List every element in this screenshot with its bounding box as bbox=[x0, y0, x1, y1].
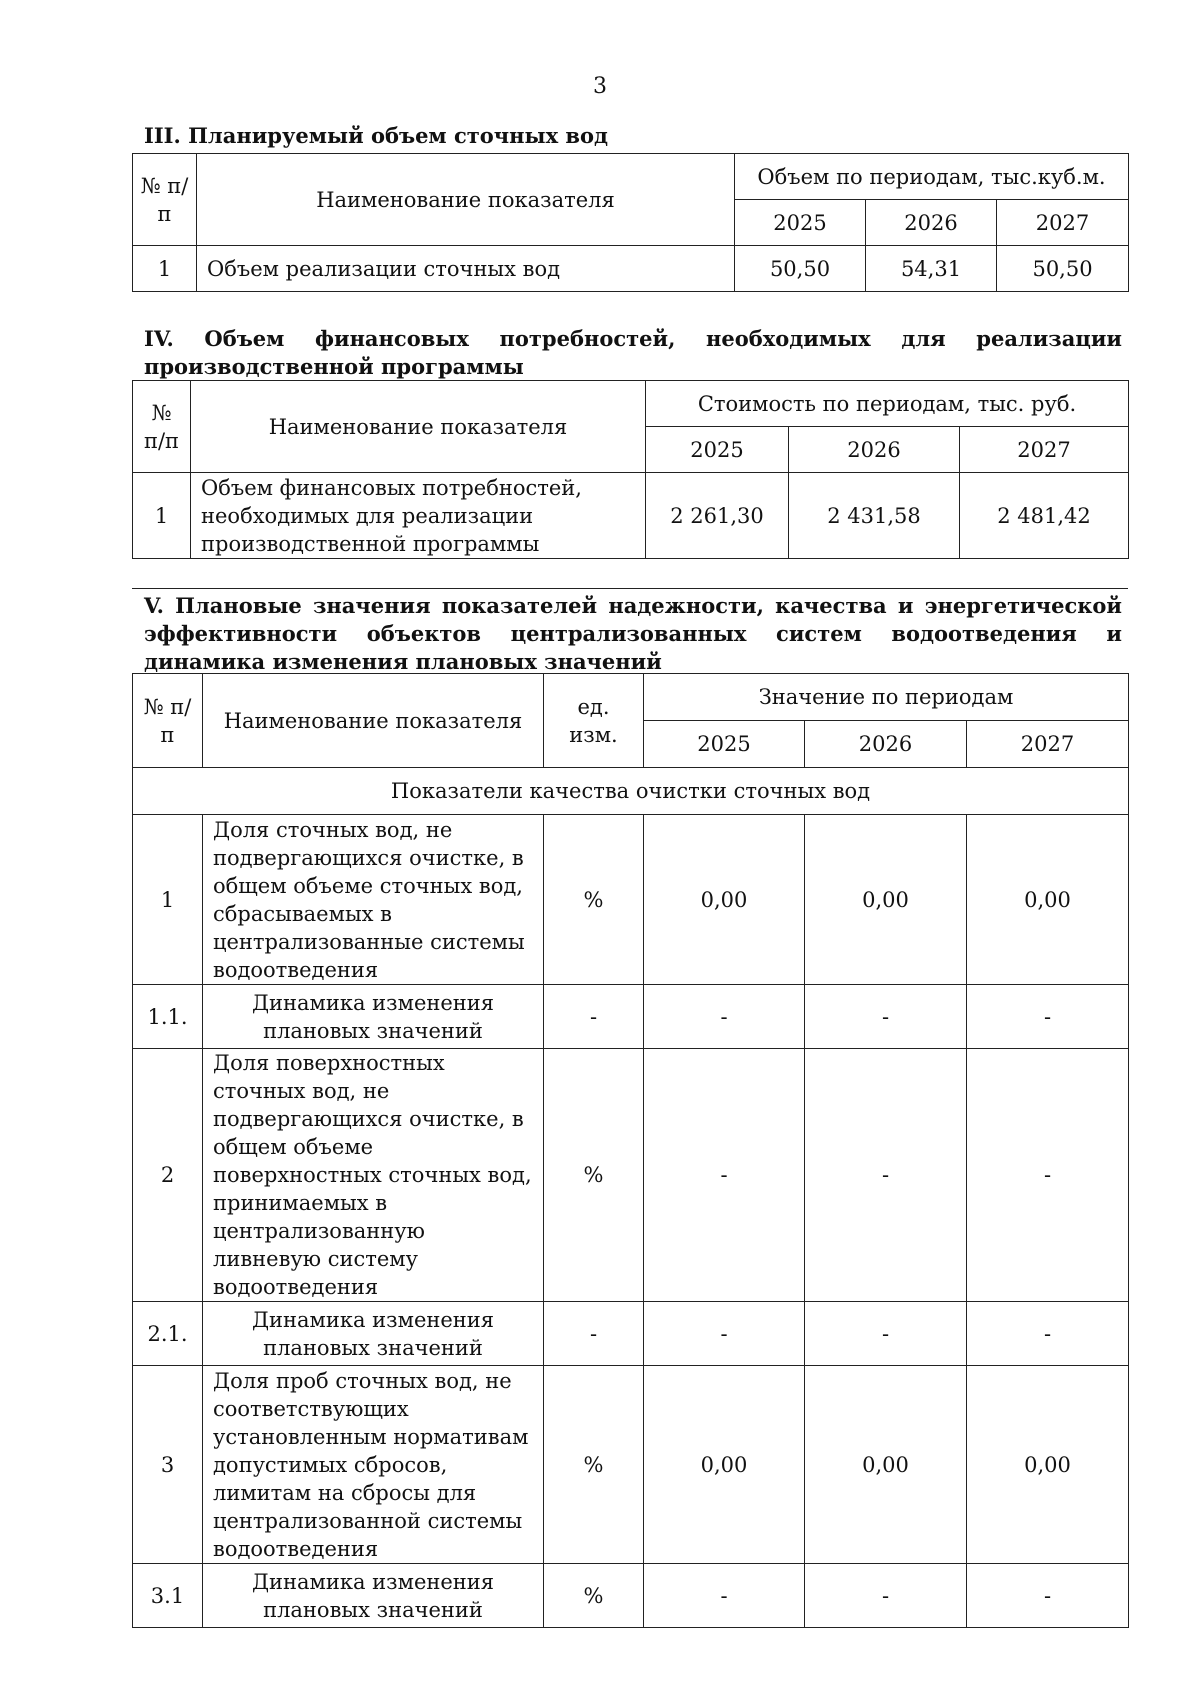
header-year: 2026 bbox=[789, 427, 960, 473]
row-value: 2 481,42 bbox=[960, 473, 1129, 559]
row-num: 2 bbox=[133, 1049, 203, 1302]
header-unit: ед. изм. bbox=[544, 674, 644, 768]
row-value: - bbox=[644, 1049, 805, 1302]
row-name: Объем финансовых потребностей, необходимых для реализации производственной программы bbox=[191, 473, 646, 559]
header-year: 2025 bbox=[646, 427, 789, 473]
row-value: - bbox=[967, 985, 1129, 1049]
table-row bbox=[133, 246, 1129, 292]
row-value: 2 431,58 bbox=[789, 473, 960, 559]
row-value: 50,50 bbox=[735, 246, 866, 292]
table-quality-indicators bbox=[132, 673, 1129, 1628]
row-value: 0,00 bbox=[805, 815, 967, 985]
header-year: 2027 bbox=[960, 427, 1129, 473]
header-year: 2026 bbox=[805, 721, 967, 768]
header-name: Наименование показателя bbox=[191, 381, 646, 473]
row-name: Доля проб сточных вод, не соответствующих установленным нормативам допустимых сбросов, лимитам на сбросы для централизованной системы водоотведения bbox=[203, 1366, 544, 1564]
row-num: 1 bbox=[133, 473, 191, 559]
table-row bbox=[133, 1564, 1129, 1628]
table-row bbox=[133, 815, 1129, 985]
row-num: 3 bbox=[133, 1366, 203, 1564]
separator-line bbox=[132, 588, 1128, 589]
table-row bbox=[133, 473, 1129, 559]
row-value: - bbox=[805, 1302, 967, 1366]
row-name: Динамика изменения плановых значений bbox=[203, 1564, 544, 1628]
row-value: 54,31 bbox=[866, 246, 997, 292]
row-unit: % bbox=[544, 1049, 644, 1302]
group-label: Показатели качества очистки сточных вод bbox=[133, 768, 1129, 815]
row-value: - bbox=[967, 1564, 1129, 1628]
header-year: 2027 bbox=[967, 721, 1129, 768]
row-name: Доля поверхностных сточных вод, не подвергающихся очистке, в общем объеме поверхностных сточных вод, принимаемых в централизованную ливневую систему водоотведения bbox=[203, 1049, 544, 1302]
header-year: 2027 bbox=[997, 200, 1129, 246]
table-wastewater-volume bbox=[132, 153, 1129, 292]
row-value: - bbox=[967, 1049, 1129, 1302]
table-row bbox=[133, 985, 1129, 1049]
header-year: 2025 bbox=[735, 200, 866, 246]
header-name: Наименование показателя bbox=[197, 154, 735, 246]
header-name: Наименование показателя bbox=[203, 674, 544, 768]
row-value: - bbox=[644, 1302, 805, 1366]
row-name: Динамика изменения плановых значений bbox=[203, 985, 544, 1049]
row-unit: % bbox=[544, 815, 644, 985]
row-name: Объем реализации сточных вод bbox=[197, 246, 735, 292]
row-value: 0,00 bbox=[967, 1366, 1129, 1564]
row-value: 0,00 bbox=[805, 1366, 967, 1564]
row-value: - bbox=[644, 985, 805, 1049]
row-unit: % bbox=[544, 1366, 644, 1564]
row-value: - bbox=[967, 1302, 1129, 1366]
page-number: 3 bbox=[593, 74, 607, 99]
row-num: 2.1. bbox=[133, 1302, 203, 1366]
row-value: 0,00 bbox=[644, 815, 805, 985]
row-num: 3.1 bbox=[133, 1564, 203, 1628]
header-period: Стоимость по периодам, тыс. руб. bbox=[646, 381, 1129, 427]
header-period: Значение по периодам bbox=[644, 674, 1129, 721]
table-financial-needs bbox=[132, 380, 1129, 559]
table-row bbox=[133, 1049, 1129, 1302]
row-name: Динамика изменения плановых значений bbox=[203, 1302, 544, 1366]
row-value: 2 261,30 bbox=[646, 473, 789, 559]
row-value: 50,50 bbox=[997, 246, 1129, 292]
row-value: - bbox=[805, 1049, 967, 1302]
header-num: № п/п bbox=[133, 154, 197, 246]
table-row bbox=[133, 1302, 1129, 1366]
row-value: - bbox=[805, 1564, 967, 1628]
row-unit: - bbox=[544, 985, 644, 1049]
section-4-title: IV. Объем финансовых потребностей, необходимых для реализации производственной программы bbox=[144, 326, 1122, 379]
row-num: 1.1. bbox=[133, 985, 203, 1049]
section-3-title: III. Планируемый объем сточных вод bbox=[144, 123, 609, 148]
row-value: - bbox=[805, 985, 967, 1049]
section-5-title: V. Плановые значения показателей надежности, качества и энергетической эффективности объектов централизованных систем водоотведения и динамика изменения плановых значений bbox=[144, 593, 1122, 674]
header-year: 2025 bbox=[644, 721, 805, 768]
row-value: - bbox=[644, 1564, 805, 1628]
row-value: 0,00 bbox=[644, 1366, 805, 1564]
row-num: 1 bbox=[133, 815, 203, 985]
row-value: 0,00 bbox=[967, 815, 1129, 985]
header-period: Объем по периодам, тыс.куб.м. bbox=[735, 154, 1129, 200]
row-name: Доля сточных вод, не подвергающихся очистке, в общем объеме сточных вод, сбрасываемых в централизованные системы водоотведения bbox=[203, 815, 544, 985]
table-row bbox=[133, 1366, 1129, 1564]
row-unit: % bbox=[544, 1564, 644, 1628]
row-unit: - bbox=[544, 1302, 644, 1366]
header-year: 2026 bbox=[866, 200, 997, 246]
header-num: № п/п bbox=[133, 674, 203, 768]
row-num: 1 bbox=[133, 246, 197, 292]
header-num: № п/п bbox=[133, 381, 191, 473]
